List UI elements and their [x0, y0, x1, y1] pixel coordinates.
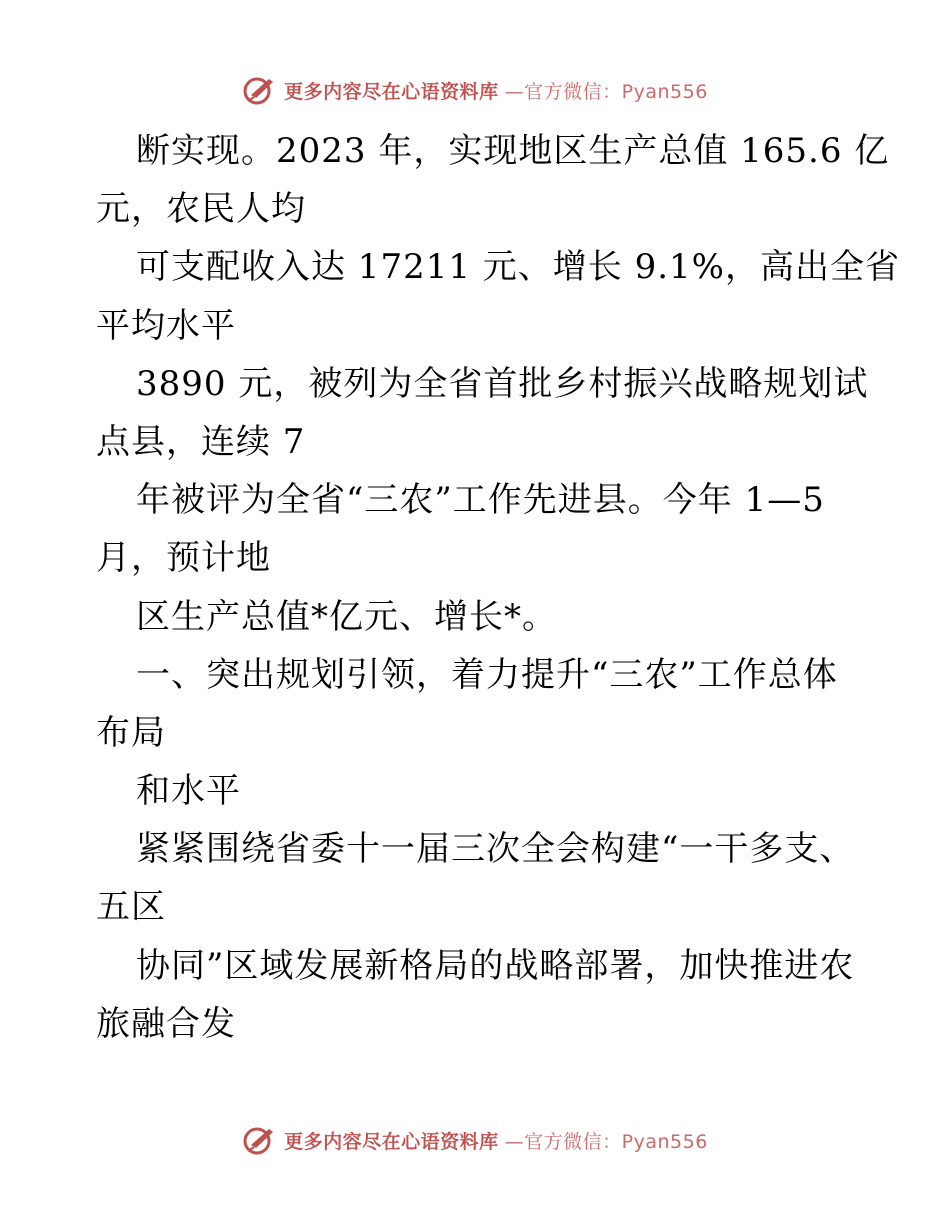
- watermark-suffix: —官方微信：Pyan556: [504, 80, 708, 103]
- text-line: 可支配收入达 17211 元、增长 9.1%，高出全省: [136, 247, 900, 288]
- section-heading-line: 一、突出规划引领，着力提升“三农”工作总体: [136, 654, 838, 695]
- text-line: 五区: [96, 887, 166, 928]
- text-line: 月，预计地: [96, 538, 271, 579]
- watermark-suffix: —官方微信：Pyan556: [504, 1130, 708, 1153]
- text-line: 区生产总值*亿元、增长*。: [136, 596, 557, 637]
- text-line: 3890 元，被列为全省首批乡村振兴战略规划试: [136, 363, 869, 404]
- brand-logo-icon: [242, 73, 278, 107]
- text-line: 元，农民人均: [96, 189, 306, 230]
- text-line: 平均水平: [96, 305, 236, 346]
- header-watermark: [0, 70, 950, 110]
- text-line: 年被评为全省“三农”工作先进县。今年 1—5: [136, 480, 825, 521]
- section-heading-line: 布局: [96, 712, 166, 753]
- text-line: 断实现。2023 年，实现地区生产总值 165.6 亿: [136, 131, 890, 171]
- footer-watermark: [0, 1120, 950, 1160]
- brand-logo-icon: [242, 1123, 278, 1157]
- watermark-prefix: 更多内容尽在心语资料库: [284, 80, 499, 103]
- watermark-prefix: 更多内容尽在心语资料库: [284, 1130, 499, 1153]
- text-line: 紧紧围绕省委十一届三次全会构建“一干多支、: [136, 829, 855, 870]
- text-line: 协同”区域发展新格局的战略部署，加快推进农: [136, 945, 855, 986]
- document-body: [96, 122, 900, 1053]
- text-line: 旅融合发: [96, 1003, 236, 1044]
- text-line: 点县，连续 7: [96, 421, 306, 462]
- section-heading-line: 和水平: [136, 771, 241, 812]
